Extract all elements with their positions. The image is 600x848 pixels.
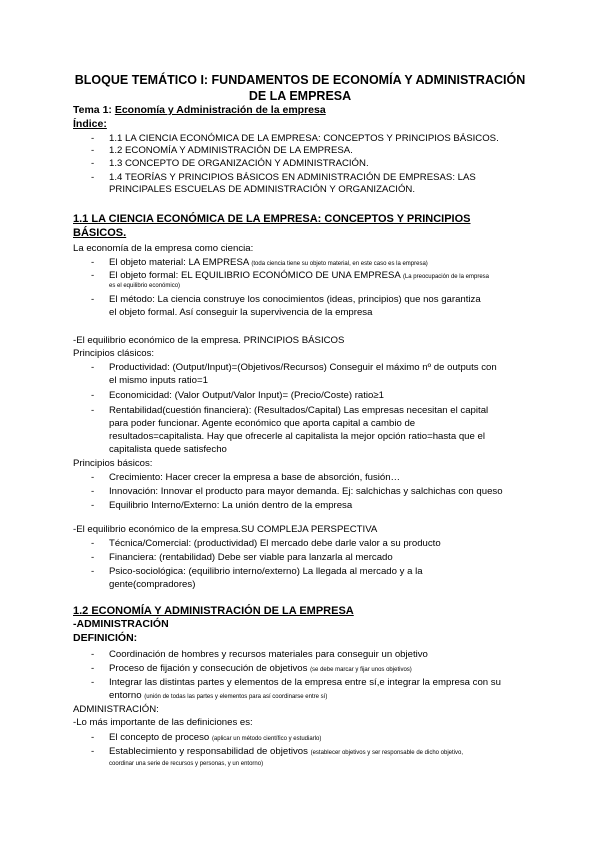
perspectiva-3-cont: gente(compradores) [109, 579, 196, 590]
s12-admin: -ADMINISTRACIÓN [73, 618, 169, 630]
perspectiva-3: Psico-sociológica: (equilibrio interno/externo) La llegada al mercado y a la [109, 566, 423, 577]
importante-2 [109, 746, 463, 759]
tema-prefix: Tema 1: [73, 104, 115, 116]
s11-bullet-3-cont: el objeto formal. Así conseguir la supervivencia de la empresa [109, 307, 373, 318]
basico-3: Equilibrio Interno/Externo: La unión dentro de la empresa [109, 500, 353, 511]
doc-title-line2: DE LA EMPRESA [248, 89, 352, 103]
s11-b2-main: El objeto formal: EL EQUILIBRIO ECONÓMICO DE UNA EMPRESA [109, 270, 403, 281]
bullet-dash: - [91, 294, 95, 305]
bullet-dash: - [91, 500, 95, 511]
s11-eq2-heading: -El equilibrio económico de la empresa.SU COMPLEJA PERSPECTIVA [73, 524, 378, 535]
doc-title-line1: BLOQUE TEMÁTICO I: FUNDAMENTOS DE ECONOMÍA Y ADMINISTRACIÓN [74, 73, 526, 87]
basico-1: Crecimiento: Hacer crecer la empresa a base de absorción, fusión… [109, 472, 401, 483]
bullet-dash: - [91, 390, 95, 401]
indice-label: Índice: [73, 118, 107, 130]
clasico-2: Economicidad: (Valor Output/Valor Input)= (Precio/Coste) ratio≥1 [109, 390, 384, 401]
section-1-2-heading: 1.2 ECONOMÍA Y ADMINISTRACIÓN DE LA EMPRESA [73, 605, 354, 617]
s11-b2-note-cont: es el equilibrio económico) [109, 283, 181, 289]
s11-basicos: Principios básicos: [73, 458, 153, 469]
bullet-dash: - [91, 133, 95, 144]
importante-2-note-cont: coordinar una serie de recursos y personas, y un entorno) [109, 761, 264, 767]
definicion-3: Integrar las distintas partes y elementos de la empresa entre sí,e integrar la empresa con su [109, 677, 501, 688]
section-1-1-heading-cont: BÁSICOS. [73, 227, 127, 239]
s11-intro: La economía de la empresa como ciencia: [73, 243, 254, 254]
perspectiva-2: Financiera: (rentabilidad) Debe ser viable para lanzarla al mercado [109, 552, 393, 563]
tema-title: Economía y Administración de la empresa [114, 104, 326, 116]
bullet-dash: - [91, 472, 95, 483]
section-1-1-heading: 1.1 LA CIENCIA ECONÓMICA DE LA EMPRESA: CONCEPTOS Y PRINCIPIOS [73, 213, 471, 225]
s11-b2-note: (La preocupación de la empresa [402, 274, 489, 280]
clasico-3-cont-1: para poder funcionar. Agente económico que aporta capital a cambio de [109, 418, 416, 429]
clasico-1: Productividad: (Output/Input)=(Objetivos/Recursos) Conseguir el máximo nº de outputs con [109, 362, 497, 373]
indice-item-1: 1.1 LA CIENCIA ECONÓMICA DE LA EMPRESA: CONCEPTOS Y PRINCIPIOS BÁSICOS. [109, 133, 499, 144]
indice-item-4: 1.4 TEORÍAS Y PRINCIPIOS BÁSICOS EN ADMINISTRACIÓN DE EMPRESAS: LAS [109, 172, 476, 183]
clasico-3-cont-3: capitalista quede satisfecho [109, 444, 227, 455]
bullet-dash: - [91, 746, 95, 757]
definicion-3-cont [109, 690, 327, 703]
definicion-3-main: entorno [109, 690, 145, 701]
bullet-dash: - [91, 649, 95, 660]
bullet-dash: - [91, 677, 95, 688]
definicion-2 [109, 663, 412, 676]
definicion-2-note: (se debe marcar y fijar unos objetivos) [310, 667, 412, 673]
bullet-dash: - [91, 732, 95, 743]
s12-importante: -Lo más importante de las definiciones es: [73, 717, 253, 728]
clasico-3: Rentabilidad(cuestión financiera): (Resultados/Capital) Las empresas necesitan el capital [109, 405, 489, 416]
s11-bullet-3: El método: La ciencia construye los conocimientos (ideas, principios) que nos garantiza [109, 294, 481, 305]
s12-definicion: DEFINICIÓN: [73, 632, 138, 644]
bullet-dash: - [91, 172, 95, 183]
bullet-dash: - [91, 362, 95, 373]
definicion-2-main: Proceso de fijación y consecución de objetivos [109, 663, 311, 674]
importante-1-main: El concepto de proceso [109, 732, 212, 743]
s12-admin2: ADMINISTRACIÓN: [73, 704, 159, 715]
bullet-dash: - [91, 257, 95, 268]
importante-2-main: Establecimiento y responsabilidad de objetivos [109, 746, 311, 757]
bullet-dash: - [91, 486, 95, 497]
importante-1 [109, 732, 321, 745]
bullet-dash: - [91, 405, 95, 416]
tema-line [73, 104, 326, 117]
indice-item-4-cont: PRINCIPALES ESCUELAS DE ADMINISTRACIÓN Y ORGANIZACIÓN. [109, 184, 416, 195]
s11-eq-heading: -El equilibrio económico de la empresa. PRINCIPIOS BÁSICOS [73, 335, 345, 346]
bullet-dash: - [91, 552, 95, 563]
clasico-1-cont: el mismo inputs ratio=1 [109, 375, 208, 386]
s11-b1-note: (toda ciencia tiene su objeto material, en este caso es la empresa) [251, 261, 428, 267]
bullet-dash: - [91, 158, 95, 169]
bullet-dash: - [91, 663, 95, 674]
indice-item-3: 1.3 CONCEPTO DE ORGANIZACIÓN Y ADMINISTRACIÓN. [109, 158, 369, 169]
bullet-dash: - [91, 270, 95, 281]
perspectiva-1: Técnica/Comercial: (productividad) El mercado debe darle valor a su producto [109, 538, 441, 549]
s11-clasicos: Principios clásicos: [73, 348, 155, 359]
bullet-dash: - [91, 145, 95, 156]
definicion-3-note: (unión de todas las partes y elementos para así coordinarse entre sí) [144, 694, 328, 700]
basico-2: Innovación: Innovar el producto para mayor demanda. Ej: salchichas y salchichas con queso [109, 486, 503, 497]
clasico-3-cont-2: resultados=capitalista. Hay que ofrecerle al capitalista la mejor opción ratio=hasta que el [109, 431, 485, 442]
s11-b1-main: El objeto material: LA EMPRESA [109, 257, 252, 268]
bullet-dash: - [91, 538, 95, 549]
importante-1-note: (aplicar un método científico y estudiarlo) [211, 736, 322, 742]
importante-2-note: (establecer objetivos y ser responsable de dicho objetivo, [310, 750, 464, 756]
bullet-dash: - [91, 566, 95, 577]
definicion-1: Coordinación de hombres y recursos materiales para conseguir un objetivo [109, 649, 428, 660]
indice-item-2: 1.2 ECONOMÍA Y ADMINISTRACIÓN DE LA EMPRESA. [109, 145, 353, 156]
s11-bullet-1 [109, 257, 428, 270]
